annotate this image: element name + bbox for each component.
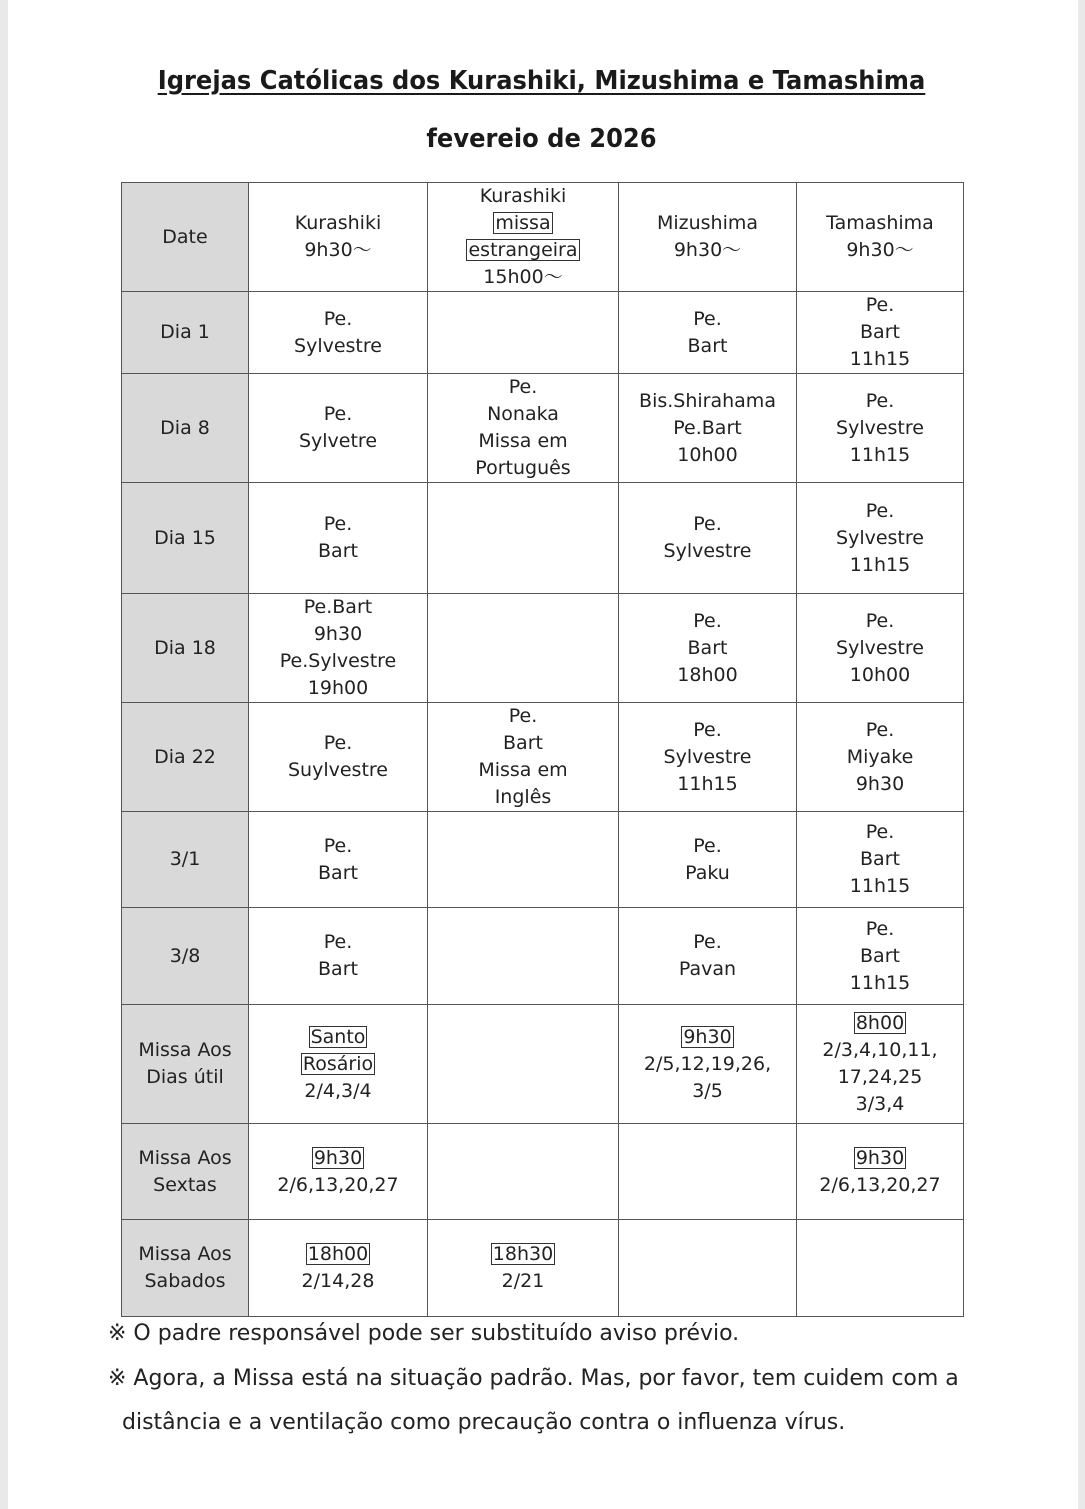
table-row	[122, 483, 964, 594]
cell-kurashiki: Santo Rosário 2/4,3/4	[249, 1005, 428, 1124]
saturday-row	[122, 1220, 964, 1317]
row-label: Dia 15	[122, 483, 249, 594]
cell-tamashima: Pe. Bart 11h15	[797, 812, 964, 908]
row-label: Dia 8	[122, 374, 249, 483]
row-label: Missa Aos Sabados	[122, 1220, 249, 1317]
schedule-table	[121, 182, 964, 1317]
cell-foreign: 18h30 2/21	[428, 1220, 619, 1317]
header-kurashiki: Kurashiki 9h30～	[249, 183, 428, 292]
note-substitution: ※ O padre responsável pode ser substituído aviso prévio.	[108, 1321, 740, 1346]
note-precaution: ※ Agora, a Missa está na situação padrão. Mas, por favor, tem cuidem com a	[108, 1366, 959, 1391]
cell-foreign: Pe. Nonaka Missa em Português	[428, 374, 619, 483]
row-label: Dia 22	[122, 703, 249, 812]
row-label: Missa Aos Sextas	[122, 1124, 249, 1220]
row-label: 3/8	[122, 908, 249, 1005]
cell-foreign	[428, 1005, 619, 1124]
header-row	[122, 183, 964, 292]
cell-foreign	[428, 1124, 619, 1220]
header-tamashima: Tamashima 9h30～	[797, 183, 964, 292]
document-title: Igrejas Católicas dos Kurashiki, Mizushima e Tamashima	[157, 66, 926, 96]
cell-mizushima: Pe. Sylvestre	[619, 483, 797, 594]
table-row	[122, 812, 964, 908]
header-date: Date	[122, 183, 249, 292]
cell-kurashiki: Pe. Sylvetre	[249, 374, 428, 483]
note-precaution-cont: distância e a ventilação como precaução contra o influenza vírus.	[122, 1410, 846, 1435]
row-label: Dia 18	[122, 594, 249, 703]
row-label: Missa Aos Dias útil	[122, 1005, 249, 1124]
cell-foreign	[428, 908, 619, 1005]
cell-mizushima: Pe. Sylvestre 11h15	[619, 703, 797, 812]
header-kurashiki-foreign: Kurashiki missa estrangeira 15h00～	[428, 183, 619, 292]
cell-tamashima: Pe. Bart 11h15	[797, 908, 964, 1005]
cell-mizushima: Pe. Paku	[619, 812, 797, 908]
cell-tamashima: 9h30 2/6,13,20,27	[797, 1124, 964, 1220]
cell-mizushima: 9h30 2/5,12,19,26, 3/5	[619, 1005, 797, 1124]
cell-kurashiki: Pe. Bart	[249, 908, 428, 1005]
cell-tamashima: Pe. Sylvestre 11h15	[797, 374, 964, 483]
weekday-row	[122, 1005, 964, 1124]
cell-mizushima	[619, 1220, 797, 1317]
cell-tamashima: 8h00 2/3,4,10,11, 17,24,25 3/3,4	[797, 1005, 964, 1124]
cell-kurashiki: 9h30 2/6,13,20,27	[249, 1124, 428, 1220]
cell-kurashiki: Pe. Bart	[249, 812, 428, 908]
table-row	[122, 703, 964, 812]
cell-kurashiki: Pe. Suylvestre	[249, 703, 428, 812]
cell-foreign	[428, 292, 619, 374]
table-row	[122, 594, 964, 703]
cell-foreign: Pe. Bart Missa em Inglês	[428, 703, 619, 812]
cell-tamashima	[797, 1220, 964, 1317]
cell-foreign	[428, 594, 619, 703]
header-mizushima: Mizushima 9h30～	[619, 183, 797, 292]
cell-mizushima: Pe. Pavan	[619, 908, 797, 1005]
cell-tamashima: Pe. Bart 11h15	[797, 292, 964, 374]
row-label: Dia 1	[122, 292, 249, 374]
cell-mizushima: Pe. Bart	[619, 292, 797, 374]
table-row	[122, 292, 964, 374]
friday-row	[122, 1124, 964, 1220]
cell-kurashiki: 18h00 2/14,28	[249, 1220, 428, 1317]
cell-mizushima: Bis.Shirahama Pe.Bart 10h00	[619, 374, 797, 483]
cell-kurashiki: Pe. Sylvestre	[249, 292, 428, 374]
cell-foreign	[428, 812, 619, 908]
cell-kurashiki: Pe. Bart	[249, 483, 428, 594]
cell-mizushima: Pe. Bart 18h00	[619, 594, 797, 703]
cell-foreign	[428, 483, 619, 594]
cell-kurashiki: Pe.Bart 9h30 Pe.Sylvestre 19h00	[249, 594, 428, 703]
document-subtitle: fevereio de 2026	[426, 124, 657, 154]
table-row	[122, 908, 964, 1005]
cell-tamashima: Pe. Sylvestre 10h00	[797, 594, 964, 703]
table-row	[122, 374, 964, 483]
row-label: 3/1	[122, 812, 249, 908]
cell-mizushima	[619, 1124, 797, 1220]
cell-tamashima: Pe. Miyake 9h30	[797, 703, 964, 812]
cell-tamashima: Pe. Sylvestre 11h15	[797, 483, 964, 594]
